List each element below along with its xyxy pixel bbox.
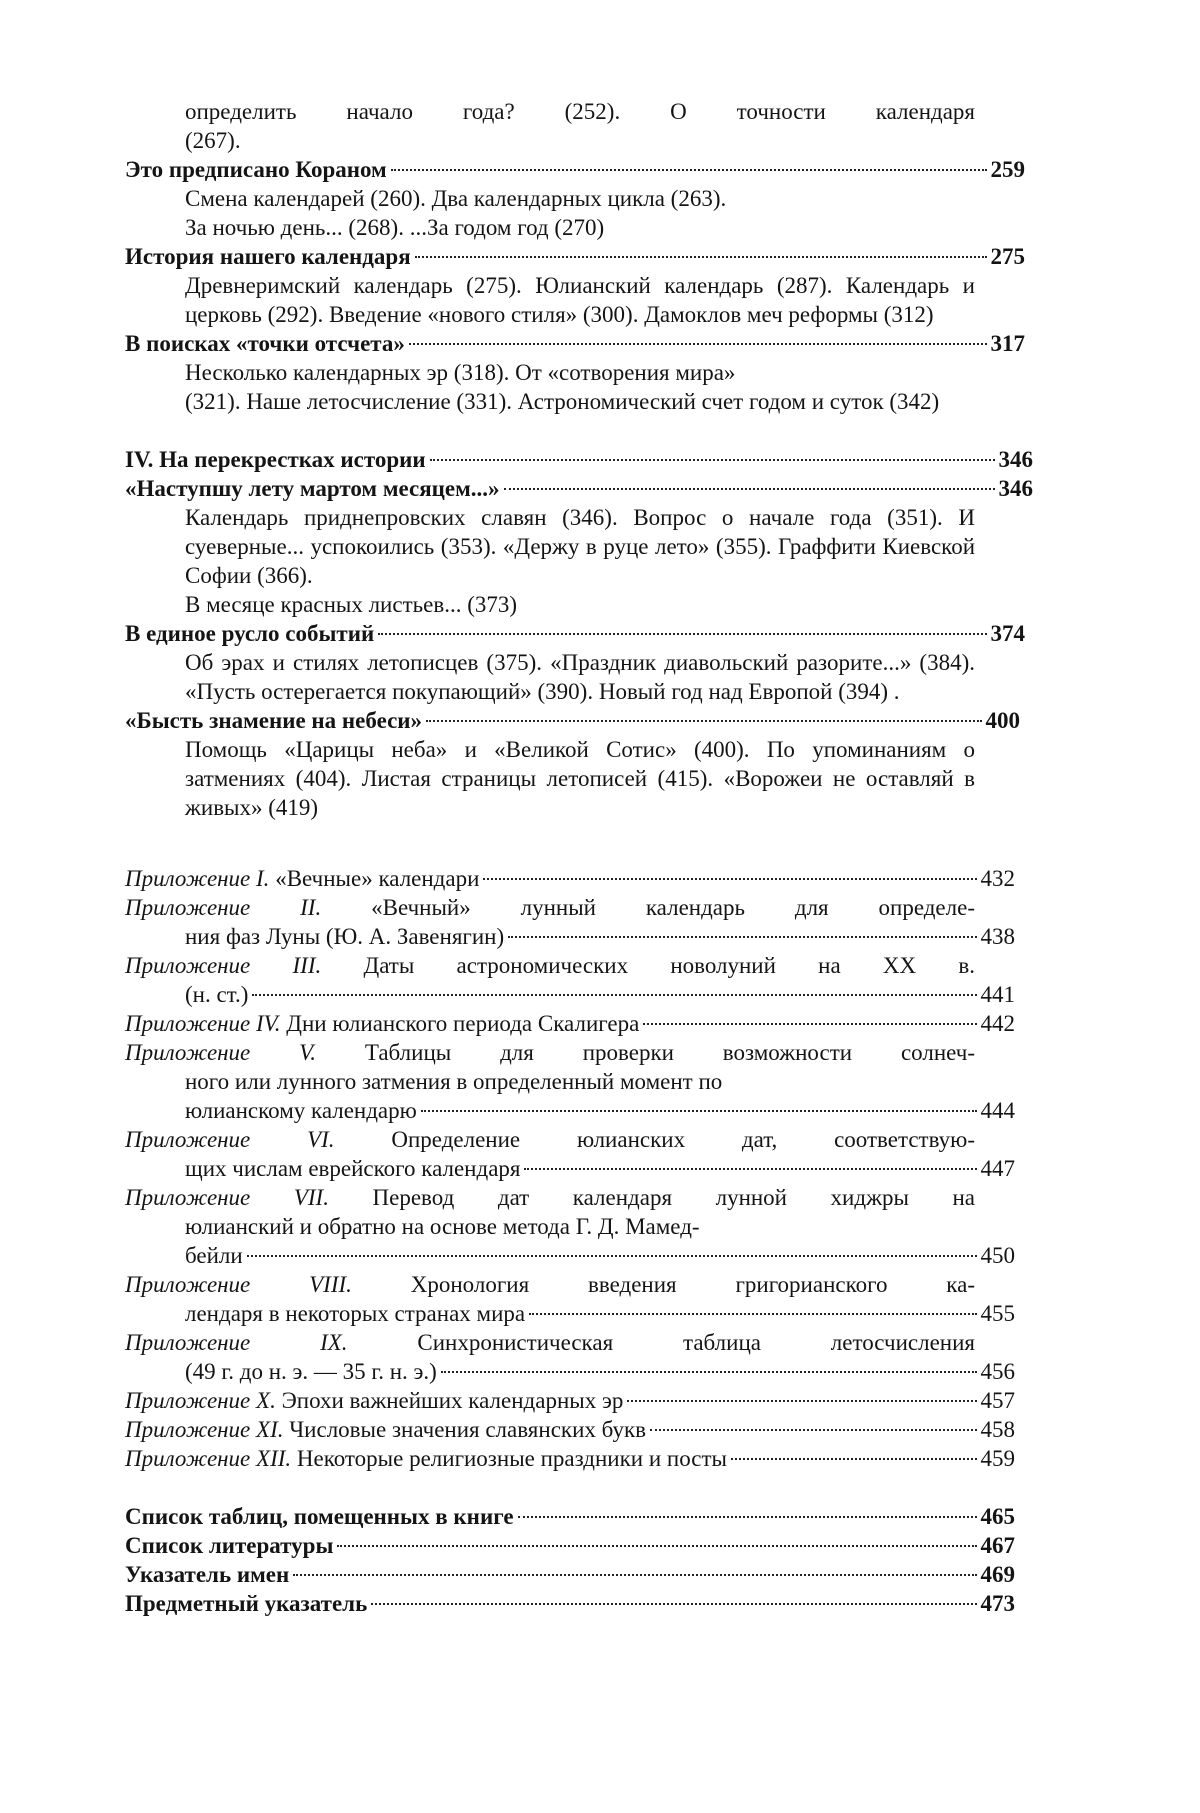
appendix-title-cont: бейли xyxy=(185,1243,243,1268)
entry-description: Календарь приднепровских славян (346). Вопрос о начале года (351). И суеверные... успокоились (353). «Держу в руце лето» (355). Граффити Киевской Софии (366). xyxy=(185,505,975,588)
spacer xyxy=(125,1473,1025,1502)
entry-title: «Бысть знамение на небеси» xyxy=(125,708,423,733)
appendix-title-cont: (н. ст.) xyxy=(185,982,249,1007)
entry-title: Это предписано Кораном xyxy=(125,157,387,182)
appendix-entry xyxy=(125,951,1015,1009)
appendix-title: Числовые значения славянских букв xyxy=(289,1417,646,1442)
dot-leader xyxy=(409,343,987,345)
appendix-title: Даты астрономических новолуний на XX в. xyxy=(363,953,976,978)
dot-leader xyxy=(293,1574,976,1576)
appendix-label: Приложение IX. xyxy=(125,1330,348,1355)
page-number: 374 xyxy=(990,621,1025,646)
appendix-entry xyxy=(125,1183,1015,1270)
appendix-entry xyxy=(125,1415,1015,1444)
dot-leader xyxy=(731,1458,976,1460)
dot-leader xyxy=(421,1110,977,1112)
page-number: 442 xyxy=(980,1011,1015,1036)
appendix-title: Некоторые религиозные праздники и посты xyxy=(296,1446,728,1471)
page-number: 473 xyxy=(980,1591,1015,1616)
appendix-entry xyxy=(125,1270,1015,1328)
appendix-title: Перевод дат календаря лунной хиджры на xyxy=(372,1185,975,1210)
dot-leader xyxy=(627,1400,976,1402)
appendix-title: Определение юлианских дат, соответствую- xyxy=(391,1127,976,1152)
page-number: 438 xyxy=(980,924,1015,949)
entry-title: История нашего календаря xyxy=(125,244,411,269)
entry-title: Список литературы xyxy=(125,1533,334,1558)
dot-leader xyxy=(426,720,981,722)
dot-leader xyxy=(415,256,987,258)
entry-description: Несколько календарных эр (318). От «сотворения мира» xyxy=(185,360,736,385)
toc-entry xyxy=(125,329,1025,358)
page-number: 467 xyxy=(980,1533,1015,1558)
appendix-label: Приложение VII. xyxy=(125,1185,329,1210)
appendix-title-cont: юлианский и обратно на основе метода Г. Д. Мамед- xyxy=(185,1214,700,1239)
appendix-title: Таблицы для проверки возможности солнеч- xyxy=(364,1040,975,1065)
page-number: 469 xyxy=(980,1562,1015,1587)
appendix-title: Хронология введения григорианского ка- xyxy=(410,1272,976,1297)
appendix-label: Приложение I. xyxy=(125,866,270,891)
appendix-title-cont: юлианскому календарю xyxy=(185,1098,417,1123)
entry-description: (321). Наше летосчисление (331). Астрономический счет годом и суток (342) xyxy=(185,389,940,414)
appendix-title-cont: лендаря в некоторых странах мира xyxy=(185,1301,526,1326)
page-number: 458 xyxy=(980,1417,1015,1442)
page-number: 447 xyxy=(980,1156,1015,1181)
appendix-label: Приложение VI. xyxy=(125,1127,335,1152)
appendix-list xyxy=(125,864,1025,1473)
toc-entry xyxy=(125,242,1025,271)
appendix-title: Дни юлианского периода Скалигера xyxy=(286,1011,640,1036)
dot-leader xyxy=(508,936,976,938)
toc-entry xyxy=(125,1589,1015,1618)
appendix-title: «Вечные» календари xyxy=(275,866,480,891)
appendix-title-cont: ния фаз Луны (Ю. А. Завенягин) xyxy=(185,924,505,949)
appendix-label: Приложение XII. xyxy=(125,1446,292,1471)
page-number: 459 xyxy=(980,1446,1015,1471)
appendix-label: Приложение III. xyxy=(125,953,322,978)
appendix-title-cont: ного или лунного затмения в определенный момент по xyxy=(185,1069,723,1094)
page-number: 346 xyxy=(998,476,1033,501)
entry-description: В месяце красных листьев... (373) xyxy=(185,592,518,617)
appendix-entry xyxy=(125,1038,1015,1125)
appendix-label: Приложение VIII. xyxy=(125,1272,352,1297)
page-number: 455 xyxy=(980,1301,1015,1326)
page-number: 465 xyxy=(980,1504,1015,1529)
page-number: 400 xyxy=(985,708,1020,733)
page-number: 346 xyxy=(998,447,1033,472)
toc-page xyxy=(125,97,1033,1618)
dot-leader xyxy=(337,1545,976,1547)
toc-entry xyxy=(125,155,1025,184)
dot-leader xyxy=(504,488,995,490)
toc-entry xyxy=(125,619,1025,648)
entry-title: Список таблиц, помещенных в книге xyxy=(125,1504,514,1529)
appendix-label: Приложение IV. xyxy=(125,1011,281,1036)
entry-title: В единое русло событий xyxy=(125,621,375,646)
appendix-title: Эпохи важнейших календарных эр xyxy=(281,1388,624,1413)
final-list xyxy=(125,1502,1025,1618)
page-number: 450 xyxy=(980,1243,1015,1268)
page-number: 259 xyxy=(990,157,1025,182)
page-number: 444 xyxy=(980,1098,1015,1123)
toc-entry xyxy=(125,1502,1015,1531)
dot-leader xyxy=(441,1371,977,1373)
entry-title: Предметный указатель xyxy=(125,1591,368,1616)
appendix-title: «Вечный» лунный календарь для определе- xyxy=(371,895,975,920)
spacer xyxy=(125,416,1025,445)
dot-leader xyxy=(247,1255,977,1257)
entry-description: Смена календарей (260). Два календарных цикла (263). xyxy=(185,186,727,211)
appendix-title: Синхронистическая таблица летосчисления xyxy=(417,1330,975,1355)
page-number: 457 xyxy=(980,1388,1015,1413)
appendix-title-cont: (49 г. до н. э. — 35 г. н. э.) xyxy=(185,1359,437,1384)
appendix-label: Приложение XI. xyxy=(125,1417,284,1442)
appendix-title-cont: щих числам еврейского календаря xyxy=(185,1156,521,1181)
appendix-entry xyxy=(125,1009,1015,1038)
dot-leader xyxy=(518,1516,977,1518)
dot-leader xyxy=(378,633,986,635)
dot-leader xyxy=(529,1313,976,1315)
toc-entry xyxy=(125,706,1020,735)
part-heading xyxy=(125,445,1033,474)
page-number: 456 xyxy=(980,1359,1015,1384)
page-number: 275 xyxy=(990,244,1025,269)
dot-leader xyxy=(643,1023,976,1025)
entry-title: В поисках «точки отсчета» xyxy=(125,331,405,356)
spacer xyxy=(125,822,1025,864)
entry-title: Указатель имен xyxy=(125,1562,290,1587)
appendix-label: Приложение X. xyxy=(125,1388,276,1413)
entry-description: определить начало года? (252). О точности календаря xyxy=(185,99,975,124)
appendix-entry xyxy=(125,864,1015,893)
appendix-label: Приложение V. xyxy=(125,1040,316,1065)
dot-leader xyxy=(391,169,987,171)
entry-description: Об эрах и стилях летописцев (375). «Праздник диавольский разорите...» (384). «Пусть остерегается покупающий» (390). Новый год над Европой (394) . xyxy=(185,650,975,704)
entry-description: За ночью день... (268). ...За годом год (270) xyxy=(185,215,605,240)
entry-description: Помощь «Царицы неба» и «Великой Сотис» (400). По упоминаниям о затмениях (404). Листая страницы летописей (415). «Ворожеи не оставляй в живых» (419) xyxy=(185,737,975,820)
part-title: IV. На перекрестках истории xyxy=(125,447,426,472)
page-number: 317 xyxy=(990,331,1025,356)
entry-title: «Наступшу лету мартом месяцем...» xyxy=(125,476,500,501)
dot-leader xyxy=(371,1603,976,1605)
appendix-entry xyxy=(125,1444,1015,1473)
appendix-entry xyxy=(125,1328,1015,1386)
dot-leader xyxy=(252,994,976,996)
toc-entry xyxy=(125,474,1033,503)
appendix-entry xyxy=(125,893,1015,951)
dot-leader xyxy=(483,878,976,880)
appendix-entry xyxy=(125,1386,1015,1415)
entry-description: Древнеримский календарь (275). Юлианский календарь (287). Календарь и церковь (292). Введение «нового стиля» (300). Дамоклов меч реформы (312) xyxy=(185,273,975,327)
dot-leader xyxy=(650,1429,977,1431)
toc-entry xyxy=(125,1531,1015,1560)
dot-leader xyxy=(524,1168,976,1170)
entry-description: (267). xyxy=(185,128,241,153)
appendix-entry xyxy=(125,1125,1015,1183)
toc-entry xyxy=(125,1560,1015,1589)
appendix-label: Приложение II. xyxy=(125,895,322,920)
page-number: 441 xyxy=(980,982,1015,1007)
dot-leader xyxy=(430,459,995,461)
page-number: 432 xyxy=(980,866,1015,891)
